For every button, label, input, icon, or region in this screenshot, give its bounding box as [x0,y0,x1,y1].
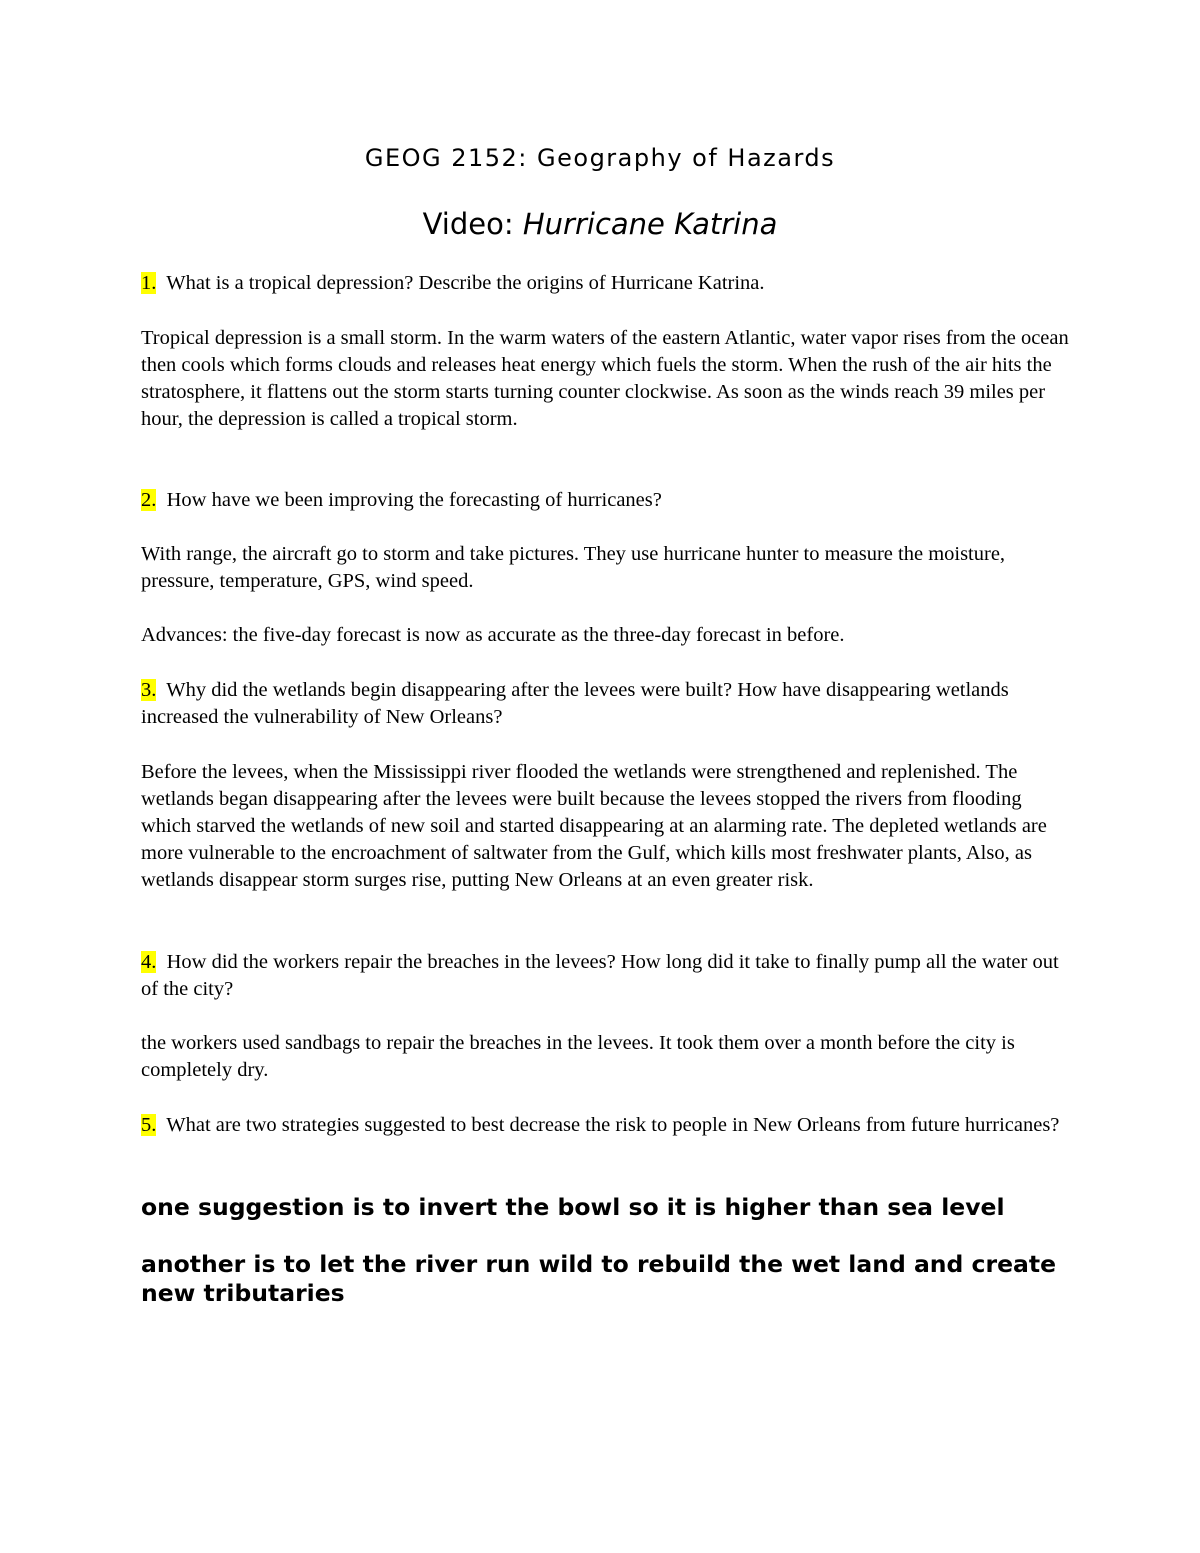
course-title: GEOG 2152: Geography of Hazards [364,144,836,172]
question-4 [141,949,1071,1003]
video-title [0,206,1200,242]
question-5-number: 5. [141,1114,157,1136]
answer-1: Tropical depression is a small storm. In the warm waters of the eastern Atlantic, water vapor rises from the ocean then cools which forms clouds and releases heat energy which fuels the storm. When the rush of the air hits the stratosphere, it flattens out the storm starts turning counter clockwise. As soon as the winds reach 39 miles per hour, the depression is called a tropical storm. [141,327,1069,430]
answer-2a: With range, the aircraft go to storm and take pictures. They use hurricane hunter to measure the moisture, pressure, temperature, GPS, wind speed. [141,543,1006,592]
question-3 [141,677,1071,731]
video-title-name: Hurricane Katrina [522,207,778,241]
video-title-prefix: Video: [422,207,523,241]
answer-5b: another is to let the river run wild to rebuild the wet land and create new tributaries [141,1250,1057,1307]
question-4-text: How did the workers repair the breaches in the levees? How long did it take to finally pump all the water out of the city? [141,951,1059,1000]
answer-2b: Advances: the five-day forecast is now as accurate as the three-day forecast in before. [141,624,845,646]
question-2-number: 2. [141,489,157,511]
answer-3: Before the levees, when the Mississippi river flooded the wetlands were strengthened and replenished. The wetlands began disappearing after the levees were built because the levees stopped the rivers from flooding which starved the wetlands of new soil and started disappearing at an alarming rate. The depleted wetlands are more vulnerable to the encroachment of saltwater from the Gulf, which kills most freshwater plants, Also, as wetlands disappear storm surges rise, putting New Orleans at an even greater risk. [141,761,1047,891]
question-1 [141,270,1071,297]
question-5 [141,1112,1071,1139]
question-1-number: 1. [141,272,157,294]
question-1-text: What is a tropical depression? Describe the origins of Hurricane Katrina. [166,272,765,294]
question-3-number: 3. [141,679,157,701]
answer-4: the workers used sandbags to repair the breaches in the levees. It took them over a month before the city is completely dry. [141,1032,1015,1081]
question-4-number: 4. [141,951,157,973]
question-2 [141,487,1071,514]
question-3-text: Why did the wetlands begin disappearing after the levees were built? How have disappearing wetlands increased the vulnerability of New Orleans? [141,679,1009,728]
question-2-text: How have we been improving the forecasting of hurricanes? [166,489,662,511]
question-5-text: What are two strategies suggested to best decrease the risk to people in New Orleans from future hurricanes? [166,1114,1060,1136]
answer-5a: one suggestion is to invert the bowl so it is higher than sea level [141,1193,1005,1221]
